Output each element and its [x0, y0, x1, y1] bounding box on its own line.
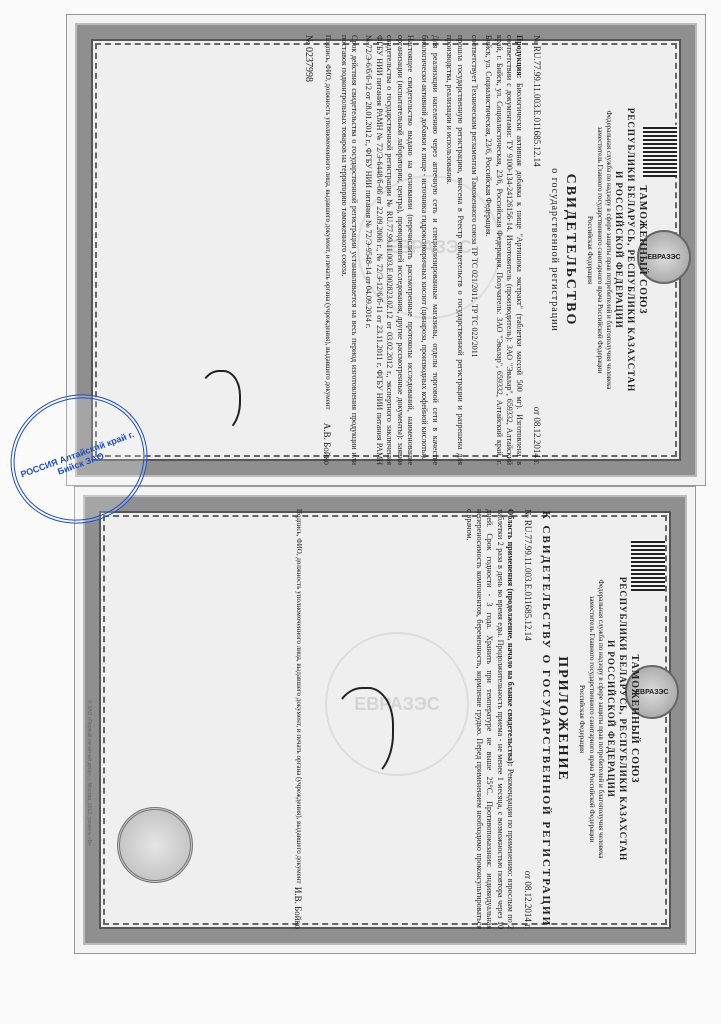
- certificate-sheet: [66, 14, 706, 486]
- agency-line-2: заместитель Главного государственного санитарного врача Российской Федерации: [595, 126, 604, 374]
- signature-caption: Подпись, ФИО, должность уполномоченного лица, выдавшего документ, и печать органа (учреждения), выдавшего документ: [324, 35, 333, 410]
- agency-line-3: Российская Федерация: [586, 215, 595, 285]
- header-republics-1: РЕСПУБЛИКИ БЕЛАРУСЬ, РЕСПУБЛИКИ КАЗАХСТАН: [618, 576, 628, 862]
- header-union: ТАМОЖЕННЫЙ СОЮЗ: [629, 654, 640, 784]
- header-republics-2: И РОССИЙСКОЙ ФЕДЕРАЦИИ: [614, 171, 625, 329]
- agency-line-1: Федеральная служба по надзору в сфере защиты прав потребителей и благополучия человека: [604, 110, 613, 390]
- certificate-number: № RU.77.99.11.003.Е.011685.12.14: [532, 35, 543, 167]
- basis-paragraph: Настоящее свидетельство выдано на основании (перечислить рассмотренные протоколы исследований, наименование организации (испытательной лаборатории, центра), проводившей исследования, другие рассмотренные документы): заявки свидетельства о государственной регистрации № RU.77.99.11.003.Е.002823.02.12 от 03.02.2012 г., экспертного заключения ФГБУ НИИ питания РАМН № 72/Э-6448/б-06 от 22.09.2006 г., № 72/Э-12/6/б-11 от 23.11.2011 г. ФГБУ НИИ питания РАМН № 72/Э-6/б/б-12 от 28.01.2012 г., ФГБУ НИИ питания № 72/Э-9548-14 от 04.09.2014 г.: [364, 35, 415, 465]
- evrazes-logo-icon: ЕВРАЗЭС: [625, 665, 679, 719]
- watermark-emblem: ЕВРАЗЭС: [357, 175, 501, 319]
- signature-caption: Подпись, ФИО, должность уполномоченного лица, выдавшего документ, и печать органа (учреждения), выдавшего документ: [295, 509, 304, 884]
- annex-date: от 08.12.2014 г.: [522, 870, 533, 929]
- scope-paragraph: Область применения (продолжение, начало на бланке свидетельства): Рекомендации по применению: взрослым по 2 таблетки 2 раза в день во время еды. Продолжительность приема - не менее 1 месяца, с возможностью повтора через 10 дней. Срок годности - 3 года. Хранить при температуре не выше 25°С. Противопоказания: индивидуальная непереносимость компонентов, беременность, кормление грудью. Перед применением необходимо проконсультироваться с врачом.: [464, 509, 516, 930]
- annex-title-1: ПРИЛОЖЕНИЕ: [555, 656, 571, 782]
- evrazes-logo-icon: ЕВРАЗЭС: [637, 230, 691, 284]
- product-paragraph: Продукция: Биологически активная добавка к пище "Артишока экстракт" (таблетки массой 500 мг). Изготовлена в соответствии с документами: ТУ 9100-134-24126156-14. Изготовитель (производитель): ЗАО "Эвалар", 659332, Алтайский край, г. Бийск, ул. Социалистическая, 23/6, Российская Федерация. Получатель: ЗАО "Эвалар", 659332, Алтайский край, г. Бийск, ул. Социалистическая, 23/6, Российская Федерация.: [484, 35, 525, 465]
- validity-paragraph: Срок действия свидетельства о государственной регистрации устанавливается на весь период изготовления продукции или поставок подконтрольных товаров на территорию таможенного союза.: [339, 35, 359, 465]
- agency-line-3: Российская Федерация: [578, 684, 587, 754]
- watermark-emblem: ЕВРАЗЭС: [325, 632, 469, 776]
- annex-sheet: [74, 486, 696, 954]
- signer-name: И.В. Бойко: [293, 886, 304, 929]
- agency-line-1: Федеральная служба по надзору в сфере защиты прав потребителей и благополучия человека: [596, 579, 605, 859]
- agency-line-2: заместитель Главного государственного санитарного врача Российской Федерации: [587, 595, 596, 843]
- serial-number: № 0237998: [302, 35, 314, 83]
- number-row: [530, 35, 542, 465]
- signature: [330, 687, 394, 781]
- certificate-date: от 08.12.2014 г.: [532, 406, 543, 465]
- document-subtitle: о государственной регистрации: [549, 168, 561, 332]
- signature-row: [321, 35, 333, 465]
- annex-number: № RU.77.99.11.003.Е.011685.12.14: [522, 509, 533, 641]
- signer-name: А.В. Бойко: [322, 422, 333, 465]
- document-title: СВИДЕТЕЛЬСТВО: [563, 173, 579, 327]
- signature-row: [292, 509, 304, 929]
- header-union: ТАМОЖЕННЫЙ СОЮЗ: [637, 185, 648, 315]
- header-republics-2: И РОССИЙСКОЙ ФЕДЕРАЦИИ: [606, 640, 617, 798]
- official-seal: [117, 807, 193, 883]
- header-republics-1: РЕСПУБЛИКИ БЕЛАРУСЬ, РЕСПУБЛИКИ КАЗАХСТАН: [626, 107, 636, 393]
- number-row: [521, 509, 533, 929]
- usage-paragraph: Для реализации населению через аптечную сеть и специализированные магазины, отделы торговой сети в качестве биологически активной добавки к пище - источника гидроксикоричных кислот (цинароза, производных кофейной кислоты).: [420, 35, 440, 465]
- company-stamp: РОССИЯ Алтайский край г. Бийск ЗАО: [0, 375, 166, 542]
- annex-title-2: К СВИДЕТЕЛЬСТВУ О ГОСУДАРСТВЕННОЙ РЕГИСТРАЦИИ: [540, 510, 553, 928]
- compliance-paragraph: соответствует Техническим регламентам Таможенного союза ТР ТС 021/2011, ТР ТС 022/2011: [469, 35, 479, 358]
- signature: [197, 370, 241, 434]
- registration-paragraph: прошла государственную регистрацию, внесена в Реестр свидетельств о государственной регистрации и разрешена для производства, реализации и использования.: [445, 35, 465, 465]
- certificate-content: [89, 35, 649, 465]
- print-note: © ЗАО «Первый печатный двор», г. Москва, 2012, уровень «В»: [86, 700, 92, 846]
